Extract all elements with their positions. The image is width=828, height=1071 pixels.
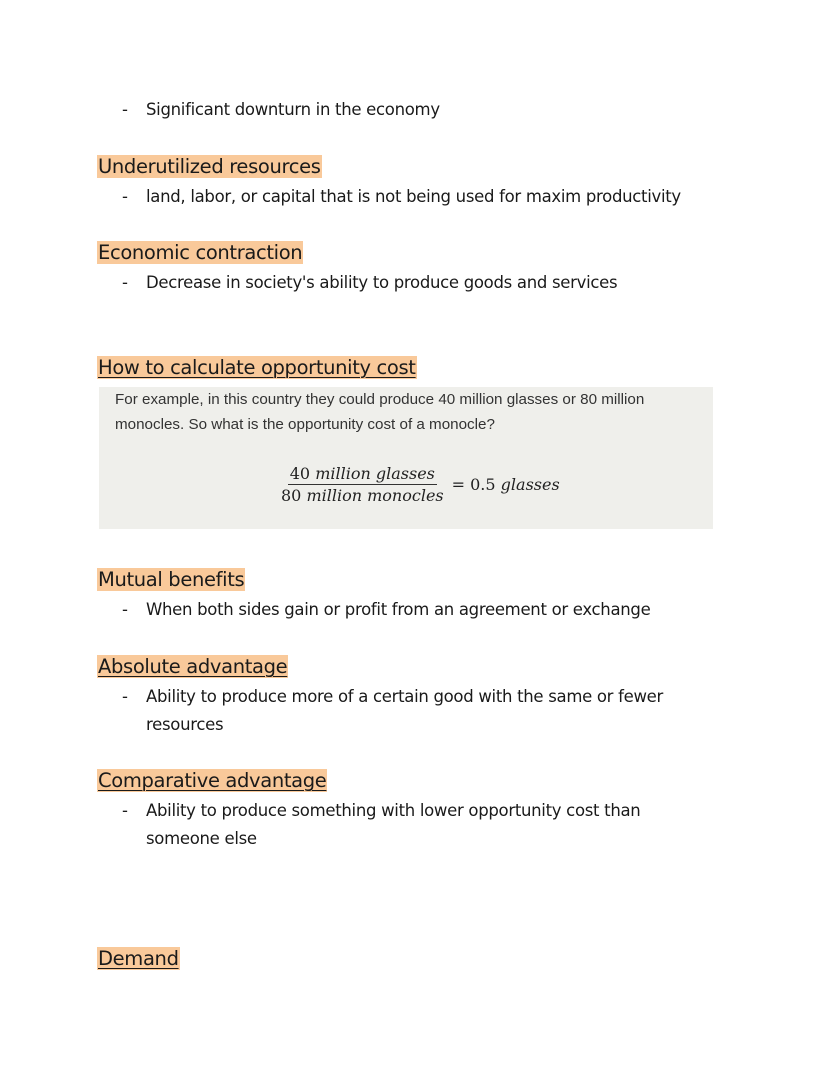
numerator-unit: million glasses <box>315 463 435 483</box>
bullet-text: land, labor, or capital that is not being used for maxim productivity <box>146 187 681 206</box>
result-value: 0.5 <box>470 474 496 494</box>
formula-numerator <box>288 463 437 485</box>
bullet-item <box>122 683 722 739</box>
heading-text: Demand <box>98 947 179 970</box>
formula-fraction <box>279 463 446 506</box>
denominator-value: 80 <box>281 485 302 505</box>
bullet-text: Significant downturn in the economy <box>146 100 440 119</box>
bullet-item <box>122 269 722 297</box>
bullet-text: When both sides gain or profit from an agreement or exchange <box>146 600 651 619</box>
heading-text: Underutilized resources <box>98 155 321 178</box>
heading-economic-contraction <box>96 240 304 266</box>
heading-text: How to calculate opportunity cost <box>98 356 416 379</box>
formula-denominator <box>279 485 446 506</box>
result-unit: glasses <box>500 474 560 494</box>
formula-result <box>452 475 560 494</box>
denominator-unit: million monocles <box>306 485 444 505</box>
bullet-item <box>122 797 722 853</box>
bullet-marker: - <box>122 600 128 619</box>
opportunity-cost-formula <box>279 459 560 509</box>
bullet-text: Ability to produce something with lower opportunity cost than someone else <box>146 801 641 848</box>
bullet-text: Ability to produce more of a certain good with the same or fewer resources <box>146 687 664 734</box>
bullet-marker: - <box>122 187 128 206</box>
numerator-value: 40 <box>289 463 311 483</box>
example-box <box>99 387 713 529</box>
bullet-marker: - <box>122 687 128 706</box>
heading-absolute-advantage <box>96 654 289 680</box>
heading-text: Economic contraction <box>98 241 303 264</box>
heading-text: Mutual benefits <box>98 568 245 591</box>
bullet-item <box>122 183 742 211</box>
heading-demand <box>96 946 181 972</box>
heading-opportunity-cost <box>96 355 418 381</box>
heading-mutual-benefits <box>96 567 246 593</box>
bullet-marker: - <box>122 801 128 820</box>
bullet-marker: - <box>122 100 128 119</box>
heading-comparative-advantage <box>96 768 328 794</box>
equals-sign: = <box>451 474 466 494</box>
bullet-marker: - <box>122 273 128 292</box>
bullet-item <box>122 596 722 624</box>
heading-underutilized-resources <box>96 154 323 180</box>
heading-text: Comparative advantage <box>98 769 327 792</box>
bullet-text: Decrease in society's ability to produce goods and services <box>146 273 618 292</box>
bullet-item <box>122 96 722 124</box>
example-text: For example, in this country they could produce 40 million glasses or 80 million monocles. So what is the opportunity cost of a monocle? <box>115 391 645 433</box>
heading-text: Absolute advantage <box>98 655 288 678</box>
